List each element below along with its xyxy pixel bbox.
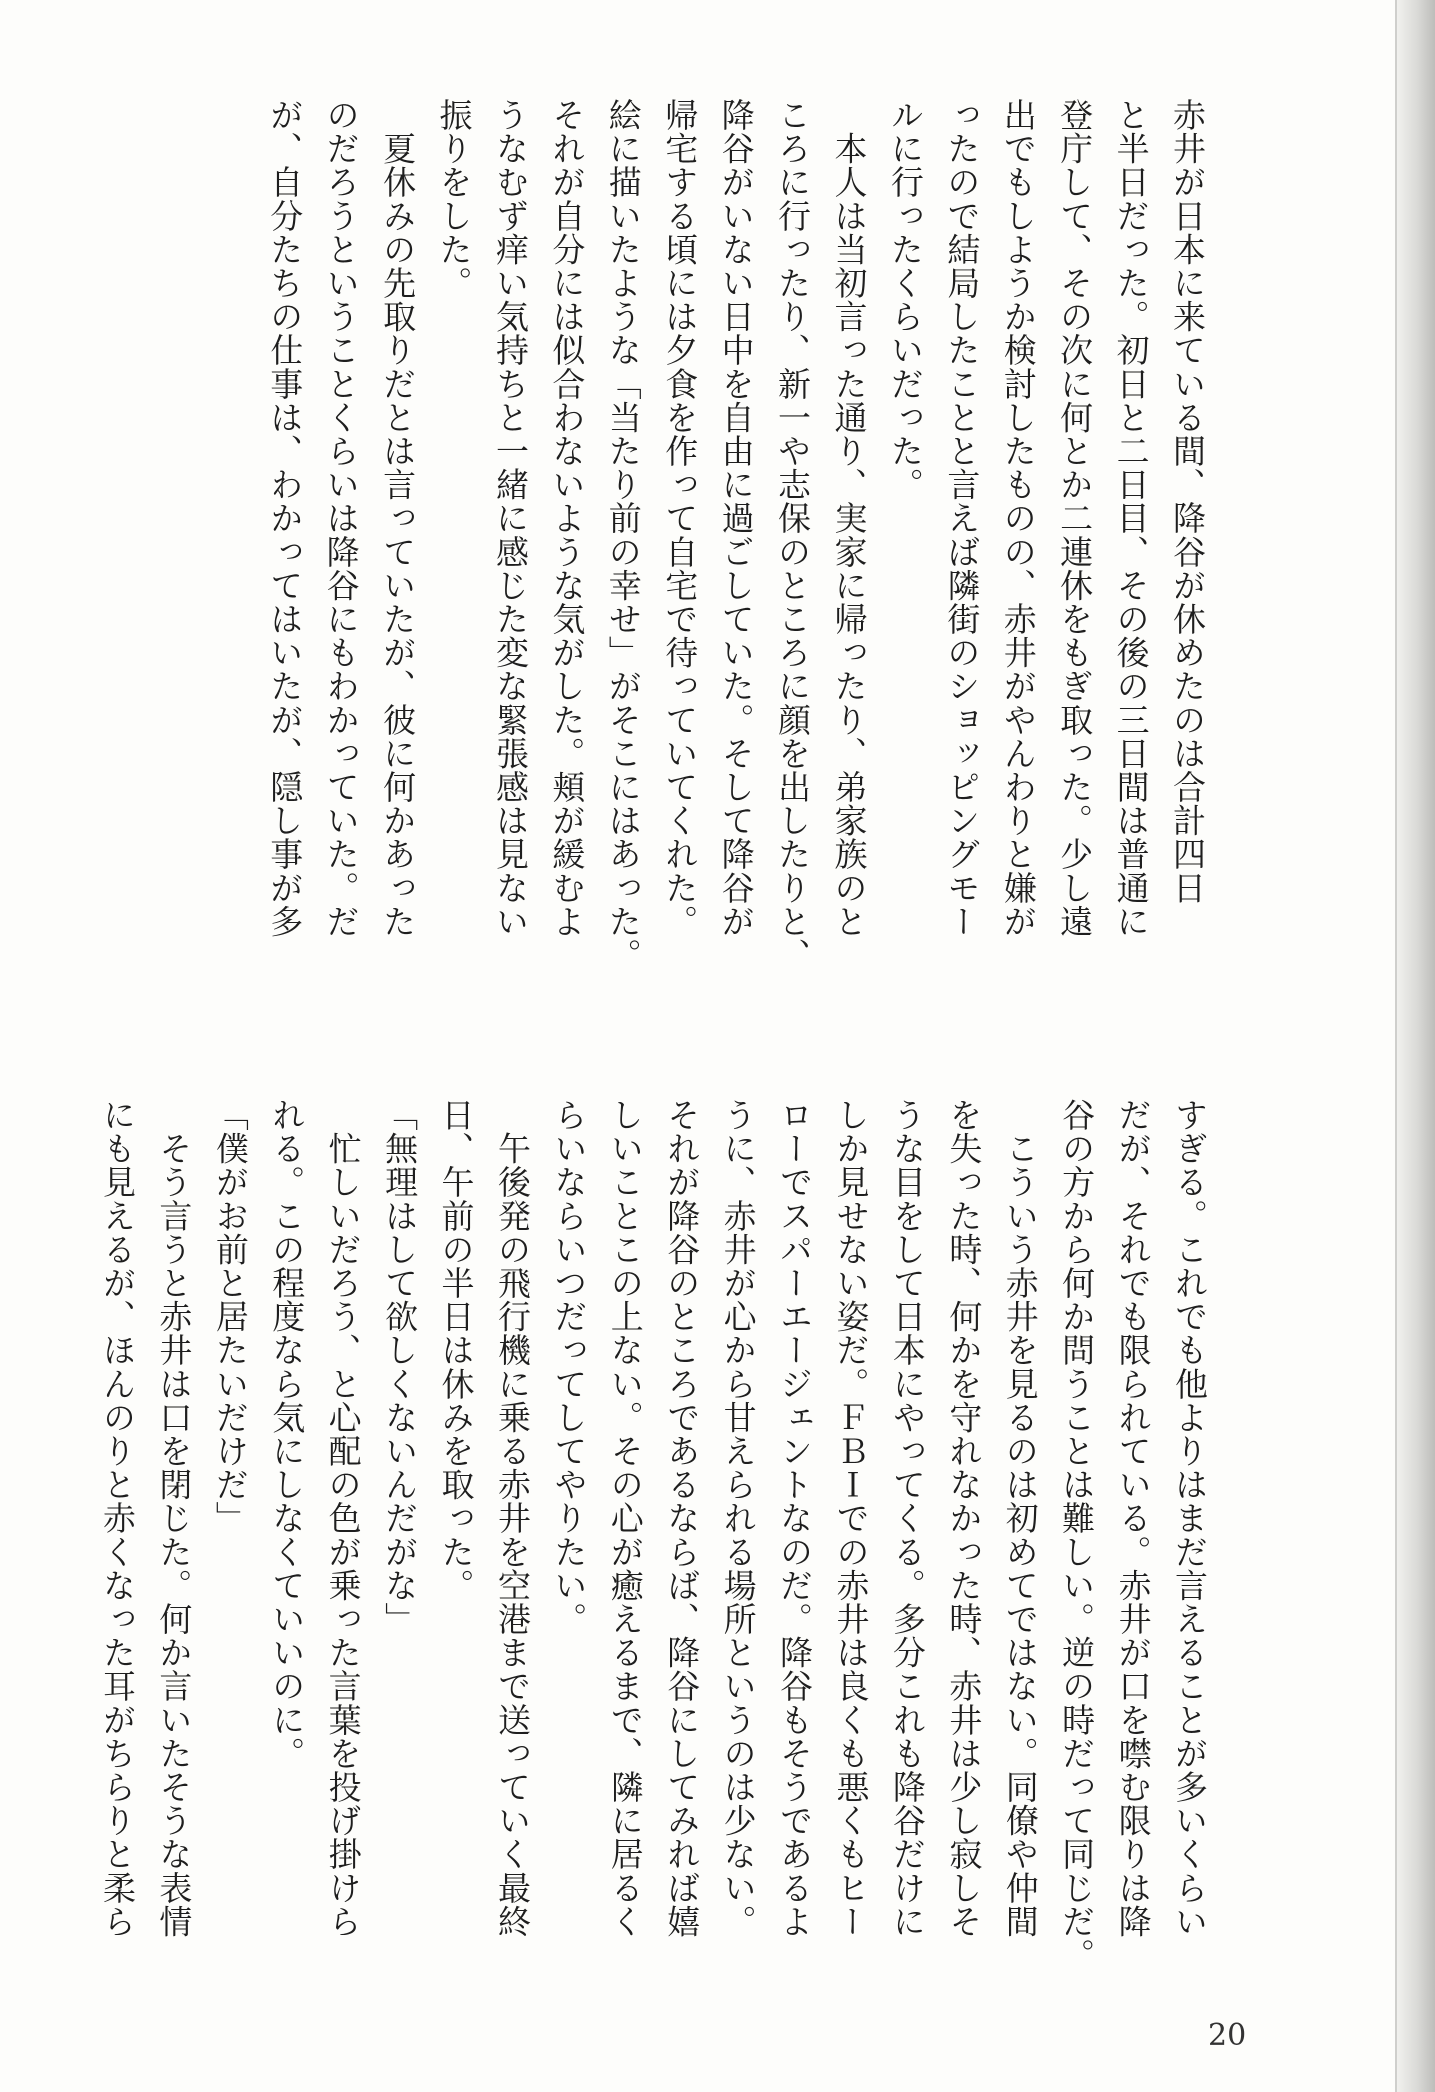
text-line: 夏休みの先取りだとは言っていたが、彼に何かあった: [378, 98, 418, 938]
text-line: 谷の方から何か問うことは難しい。逆の時だって同じだ。: [1057, 1098, 1097, 1972]
text-line: そう言うと赤井は口を閉じた。何か言いたそうな表情: [154, 1098, 194, 1938]
text-line: うな目をして日本にやってくる。多分これも降谷だけに: [887, 1098, 927, 1938]
text-line: を失った時、何かを守れなかった時、赤井は少し寂しそ: [944, 1098, 984, 1938]
text-line: 午後発の飛行機に乗る赤井を空港まで送っていく最終: [492, 1098, 532, 1938]
upper-text-block: [256, 98, 1215, 1058]
text-line: うに、赤井が心から甘えられる場所というのは少ない。: [718, 1098, 758, 1938]
text-line: 帰宅する頃には夕食を作って自宅で待っていてくれた。: [660, 98, 700, 938]
text-line: 振りをした。: [434, 98, 474, 300]
text-line: ローでスパーエージェントなのだ。降谷もそうであるよ: [775, 1098, 815, 1938]
page-number: 20: [1208, 2018, 1247, 2053]
text-line: 「僕がお前と居たいだけだ」: [210, 1098, 250, 1535]
text-line: それが降谷のところであるならば、降谷にしてみれば嬉: [662, 1098, 702, 1938]
text-line: 「無理はして欲しくないんだがな」: [380, 1098, 420, 1636]
text-line: が、自分たちの仕事は、わかってはいたが、隠し事が多: [265, 98, 305, 938]
text-line: のだろうということくらいは降谷にもわかっていた。だ: [321, 98, 361, 938]
text-line: ころに行ったり、新一や志保のところに顔を出したりと、: [773, 98, 813, 972]
text-line: 絵に描いたような「当たり前の幸せ」がそこにはあった。: [603, 98, 643, 972]
text-line: にも見えるが、ほんのりと赤くなった耳がちらりと柔ら: [97, 1098, 137, 1938]
binding-edge: [1397, 0, 1435, 2092]
text-line: すぎる。これでも他よりはまだ言えることが多いくらい: [1170, 1098, 1209, 1938]
text-line: しいことこの上ない。その心が癒えるまで、隣に居るく: [605, 1098, 645, 1938]
text-line: こういう赤井を見るのは初めてではない。同僚や仲間: [1000, 1098, 1040, 1938]
text-line: それが自分には似合わないような気がした。頬が緩むよ: [547, 98, 587, 938]
text-line: しか見せない姿だ。ＦＢＩでの赤井は良くも悪くもヒー: [831, 1098, 871, 1938]
page-border: [1395, 0, 1397, 2092]
text-line: 赤井が日本に来ている間、降谷が休めたのは合計四日: [1168, 98, 1207, 905]
text-line: 降谷がいない日中を自由に過ごしていた。そして降谷が: [716, 98, 756, 938]
text-line: うなむず痒い気持ちと一緒に感じた変な緊張感は見ない: [490, 98, 530, 938]
text-line: と半日だった。初日と二日目、その後の三日間は普通に: [1111, 98, 1151, 938]
text-line: 日、午前の半日は休みを取った。: [436, 1098, 476, 1602]
text-line: だが、それでも限られている。赤井が口を噤む限りは降: [1113, 1098, 1153, 1938]
text-line: 本人は当初言った通り、実家に帰ったり、弟家族のと: [829, 98, 869, 938]
text-line: れる。この程度なら気にしなくていいのに。: [267, 1098, 307, 1770]
text-line: ったので結局したことと言えば隣街のショッピングモー: [942, 98, 982, 938]
text-line: 出でもしようか検討したものの、赤井がやんわりと嫌が: [998, 98, 1038, 938]
text-line: 登庁して、その次に何とか二連休をもぎ取った。少し遠: [1055, 98, 1095, 938]
text-line: 忙しいだろう、と心配の色が乗った言葉を投げ掛けら: [323, 1098, 363, 1938]
text-line: ルに行ったくらいだった。: [885, 98, 925, 502]
lower-text-block: [89, 1098, 1217, 2058]
text-line: らいならいつだってしてやりたい。: [549, 1098, 589, 1636]
